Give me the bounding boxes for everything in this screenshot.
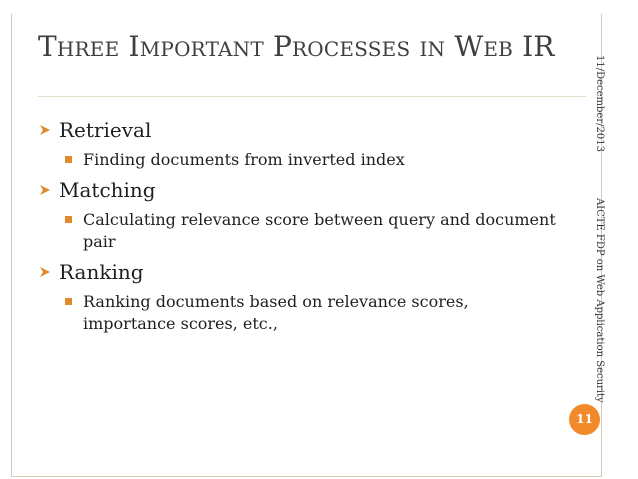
arrow-bullet-icon bbox=[38, 117, 52, 143]
arrow-bullet-icon bbox=[38, 177, 52, 203]
sub-bullet-text: Calculating relevance score between query and document pair bbox=[83, 210, 556, 251]
square-bullet-icon bbox=[64, 149, 74, 171]
bullet-label: Matching bbox=[59, 178, 156, 202]
side-date: 11/December/2013 bbox=[594, 55, 605, 152]
sub-bullet-text: Ranking documents based on relevance scores, importance scores, etc., bbox=[83, 292, 469, 333]
sub-bullet bbox=[38, 291, 558, 335]
sub-bullet bbox=[38, 209, 558, 253]
slide-title: Three Important Processes in Web IR bbox=[38, 30, 555, 63]
title-divider bbox=[38, 96, 586, 97]
arrow-bullet-icon bbox=[38, 259, 52, 285]
side-caption: AICTE FDP on Web Application Security bbox=[594, 197, 605, 403]
square-bullet-icon bbox=[64, 291, 74, 313]
bullet-matching bbox=[38, 177, 558, 203]
left-border-rule bbox=[11, 14, 12, 476]
bullet-list bbox=[38, 117, 558, 341]
bullet-ranking bbox=[38, 259, 558, 285]
sub-bullet bbox=[38, 149, 558, 171]
bullet-retrieval bbox=[38, 117, 558, 143]
page-number-badge: 11 bbox=[569, 404, 600, 435]
side-footer bbox=[589, 55, 605, 403]
sub-bullet-text: Finding documents from inverted index bbox=[83, 150, 405, 169]
bullet-label: Ranking bbox=[59, 260, 144, 284]
bottom-border-rule bbox=[11, 476, 602, 477]
square-bullet-icon bbox=[64, 209, 74, 231]
bullet-label: Retrieval bbox=[59, 118, 152, 142]
